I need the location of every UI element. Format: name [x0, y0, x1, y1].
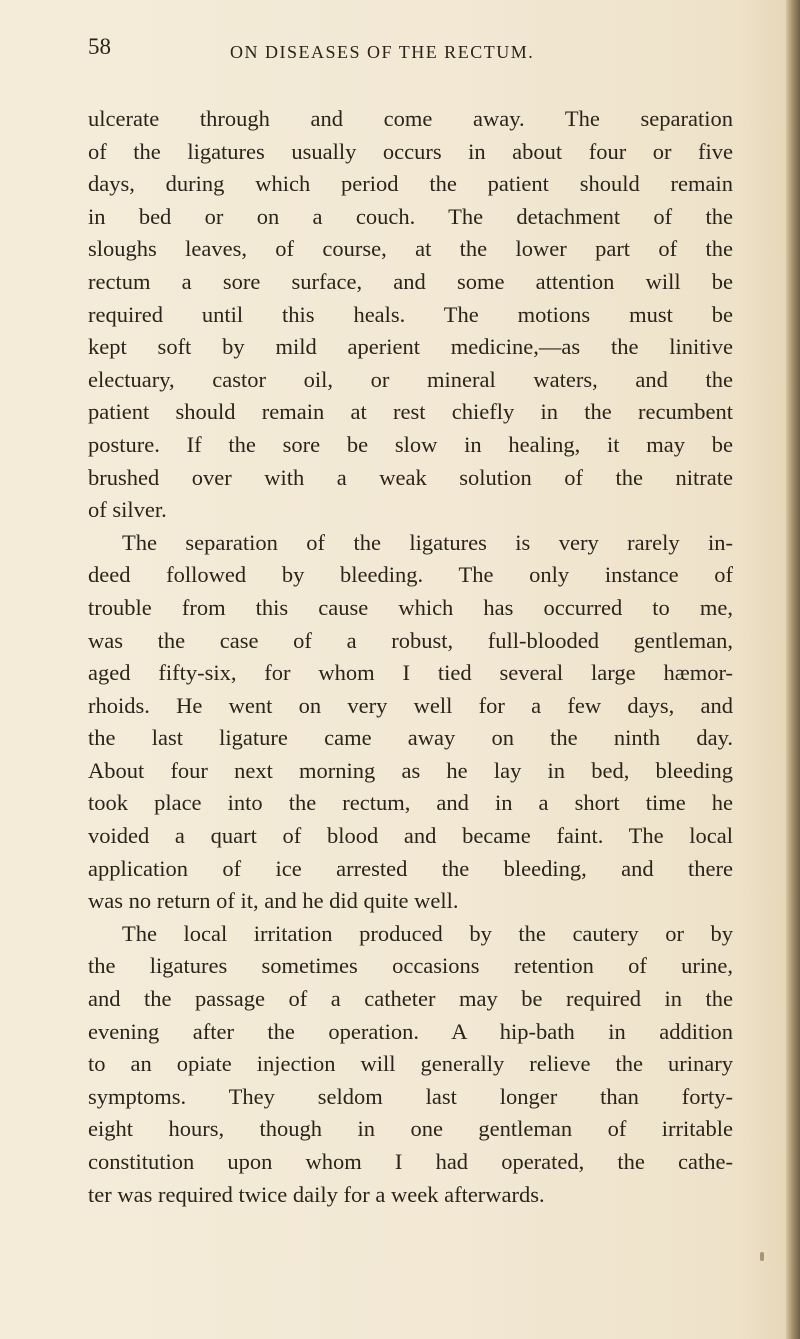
text-line: sloughs leaves, of course, at the lower part of the [88, 236, 733, 262]
text-line: ulcerate through and come away. The separation [88, 106, 733, 131]
page-header [88, 34, 718, 72]
text-line: rhoids. He went on very well for a few days, and [88, 692, 733, 718]
text-line: the last ligature came away on the ninth day. [88, 725, 733, 751]
text-line: The separation of the ligatures is very rarely in- [122, 529, 733, 555]
text-line: was the case of a robust, full-blooded gentleman, [88, 627, 733, 653]
paragraph [88, 103, 733, 527]
text-line: posture. If the sore be slow in healing, it may be [88, 431, 733, 457]
text-line: in bed or on a couch. The detachment of the [88, 203, 733, 229]
text-line: and the passage of a catheter may be required in the [88, 986, 733, 1012]
text-line: kept soft by mild aperient medicine,—as the linitive [88, 334, 733, 360]
text-line: rectum a sore surface, and some attention will be [88, 268, 733, 294]
text-line: aged fifty-six, for whom I tied several large hæmor- [88, 660, 733, 686]
text-line: ter was required twice daily for a week afterwards. [88, 1181, 545, 1207]
text-line: required until this heals. The motions must be [88, 301, 733, 327]
paragraph [88, 918, 733, 1211]
text-line: took place into the rectum, and in a short time he [88, 790, 733, 816]
text-line: of silver. [88, 497, 167, 523]
text-line: was no return of it, and he did quite well. [88, 888, 459, 914]
text-line: electuary, castor oil, or mineral waters, and the [88, 366, 733, 392]
text-line: The local irritation produced by the cautery or by [122, 920, 733, 946]
text-line: brushed over with a weak solution of the nitrate [88, 464, 733, 490]
text-line: application of ice arrested the bleeding, and there [88, 855, 733, 881]
running-title: ON DISEASES OF THE RECTUM. [230, 42, 535, 62]
body-text [88, 103, 733, 1211]
text-line: eight hours, though in one gentleman of irritable [88, 1116, 733, 1142]
page-edge-shadow [786, 0, 800, 1339]
text-line: symptoms. They seldom last longer than forty- [88, 1083, 733, 1109]
text-line: voided a quart of blood and became faint. The local [88, 823, 733, 849]
text-line: evening after the operation. A hip-bath in addition [88, 1018, 733, 1044]
ink-spot [760, 1252, 764, 1261]
text-line: days, during which period the patient should remain [88, 171, 733, 197]
text-line: trouble from this cause which has occurred to me, [88, 594, 733, 620]
paragraph [88, 527, 733, 918]
text-line: to an opiate injection will generally relieve the urinary [88, 1051, 733, 1077]
text-line: constitution upon whom I had operated, the cathe- [88, 1149, 733, 1174]
text-line: of the ligatures usually occurs in about four or five [88, 138, 733, 164]
text-line: About four next morning as he lay in bed, bleeding [88, 757, 733, 783]
text-line: deed followed by bleeding. The only instance of [88, 562, 733, 588]
text-line: the ligatures sometimes occasions retention of urine, [88, 953, 733, 979]
text-line: patient should remain at rest chiefly in the recumbent [88, 399, 733, 425]
page-number: 58 [88, 34, 111, 59]
